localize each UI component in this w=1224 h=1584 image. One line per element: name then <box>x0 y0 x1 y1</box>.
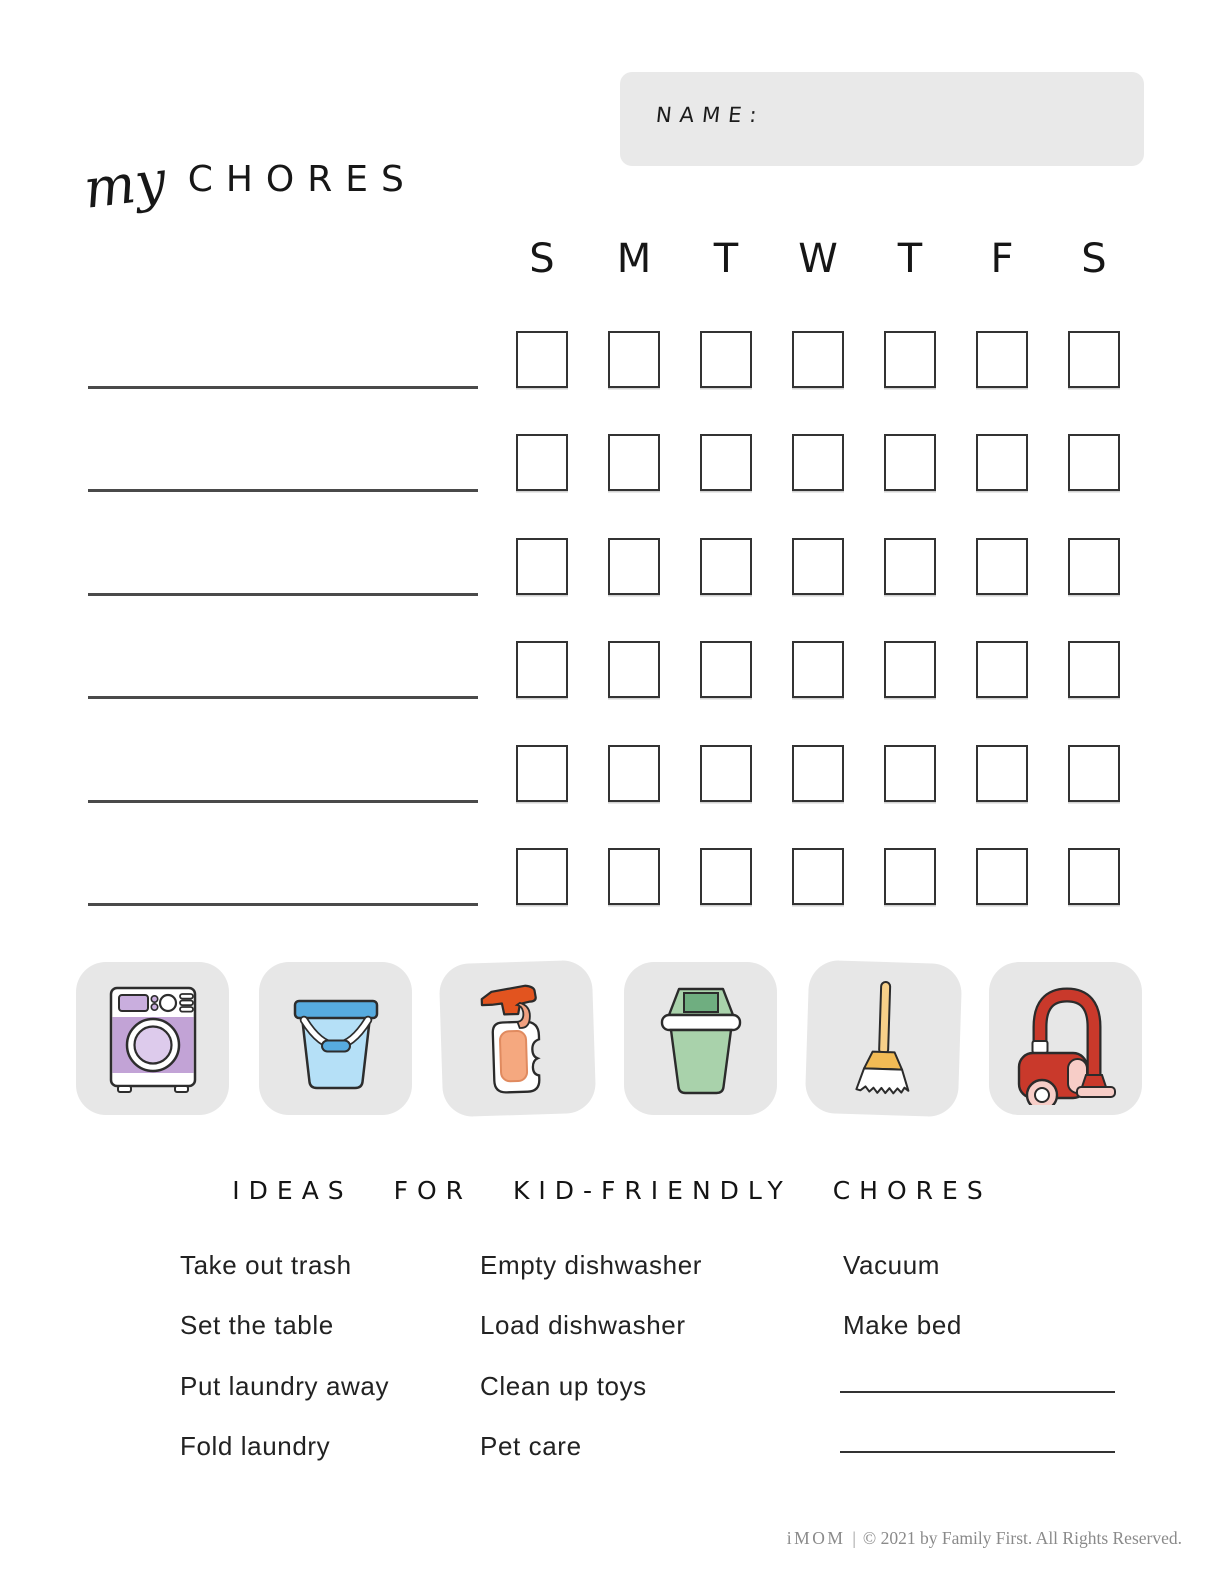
chore-checkbox[interactable] <box>608 538 660 595</box>
idea-item: Pet care <box>480 1431 582 1461</box>
title-caps: CHORES <box>187 159 417 200</box>
idea-item: Make bed <box>843 1310 962 1340</box>
chore-checkbox[interactable] <box>608 331 660 388</box>
footer-brand: iMOM <box>786 1528 846 1548</box>
idea-blank-line[interactable] <box>840 1451 1115 1453</box>
chore-checkbox[interactable] <box>792 434 844 491</box>
day-header: S <box>529 236 555 282</box>
chore-checkbox[interactable] <box>516 848 568 905</box>
chore-checkbox[interactable] <box>516 434 568 491</box>
bucket-icon <box>259 962 412 1115</box>
footer-copyright: © 2021 by Family First. All Rights Reserved. <box>862 1528 1182 1548</box>
chore-checkbox[interactable] <box>976 331 1028 388</box>
day-header: F <box>990 236 1014 282</box>
chore-checkbox[interactable] <box>1068 434 1120 491</box>
idea-item: Fold laundry <box>180 1431 331 1461</box>
chore-checkbox[interactable] <box>1068 848 1120 905</box>
chore-checkbox[interactable] <box>884 848 936 905</box>
chore-checkbox[interactable] <box>516 331 568 388</box>
chore-name-line[interactable] <box>88 903 478 906</box>
chore-checkbox[interactable] <box>700 434 752 491</box>
chore-checkbox[interactable] <box>608 434 660 491</box>
trash-can-icon <box>624 962 777 1115</box>
idea-item: Empty dishwasher <box>480 1250 703 1280</box>
chore-name-line[interactable] <box>88 696 478 699</box>
chore-checkbox[interactable] <box>792 745 844 802</box>
chore-checkbox[interactable] <box>884 641 936 698</box>
chore-checkbox[interactable] <box>976 641 1028 698</box>
chore-checkbox[interactable] <box>516 745 568 802</box>
broom-icon <box>805 960 963 1118</box>
chore-checkbox[interactable] <box>792 641 844 698</box>
chore-checkbox[interactable] <box>1068 331 1120 388</box>
footer-separator: | <box>852 1528 856 1548</box>
chore-checkbox[interactable] <box>884 745 936 802</box>
idea-item: Take out trash <box>180 1250 352 1280</box>
title-script: my <box>80 148 170 221</box>
day-header: S <box>1081 236 1107 282</box>
spray-bottle-icon <box>439 960 597 1118</box>
ideas-heading: IDEAS FOR KID-FRIENDLY CHORES <box>232 1176 992 1205</box>
page-title <box>80 148 417 221</box>
chore-checkbox[interactable] <box>884 331 936 388</box>
chore-checkbox[interactable] <box>792 331 844 388</box>
name-label: NAME: <box>654 103 766 127</box>
chore-checkbox[interactable] <box>700 848 752 905</box>
chore-checkbox[interactable] <box>608 745 660 802</box>
chore-checkbox[interactable] <box>976 848 1028 905</box>
chore-checkbox[interactable] <box>1068 538 1120 595</box>
day-header: T <box>897 236 923 282</box>
chore-checkbox[interactable] <box>884 538 936 595</box>
chore-checkbox[interactable] <box>884 434 936 491</box>
chore-checkbox[interactable] <box>976 538 1028 595</box>
washing-machine-icon <box>76 962 229 1115</box>
day-header: T <box>713 236 739 282</box>
vacuum-icon <box>989 962 1142 1115</box>
chore-checkbox[interactable] <box>516 641 568 698</box>
day-header: W <box>798 236 838 282</box>
chore-name-line[interactable] <box>88 800 478 803</box>
chore-name-line[interactable] <box>88 489 478 492</box>
chore-checkbox[interactable] <box>516 538 568 595</box>
chore-checkbox[interactable] <box>608 848 660 905</box>
chore-name-line[interactable] <box>88 593 478 596</box>
chore-checkbox[interactable] <box>700 538 752 595</box>
chore-checkbox[interactable] <box>1068 745 1120 802</box>
footer <box>787 1528 1182 1549</box>
idea-item: Set the table <box>180 1310 334 1340</box>
day-header: M <box>616 236 652 282</box>
idea-blank-line[interactable] <box>840 1391 1115 1393</box>
chore-name-line[interactable] <box>88 386 478 389</box>
chore-checkbox[interactable] <box>976 434 1028 491</box>
chore-checkbox[interactable] <box>976 745 1028 802</box>
idea-item: Put laundry away <box>180 1371 390 1401</box>
name-field[interactable] <box>620 72 1144 166</box>
chore-checkbox[interactable] <box>700 641 752 698</box>
chore-checkbox[interactable] <box>700 745 752 802</box>
chore-checkbox[interactable] <box>608 641 660 698</box>
idea-item: Vacuum <box>843 1250 941 1280</box>
chore-checkbox[interactable] <box>700 331 752 388</box>
idea-item: Load dishwasher <box>480 1310 686 1340</box>
chore-checkbox[interactable] <box>1068 641 1120 698</box>
chore-checkbox[interactable] <box>792 848 844 905</box>
chore-checkbox[interactable] <box>792 538 844 595</box>
idea-item: Clean up toys <box>480 1371 647 1401</box>
